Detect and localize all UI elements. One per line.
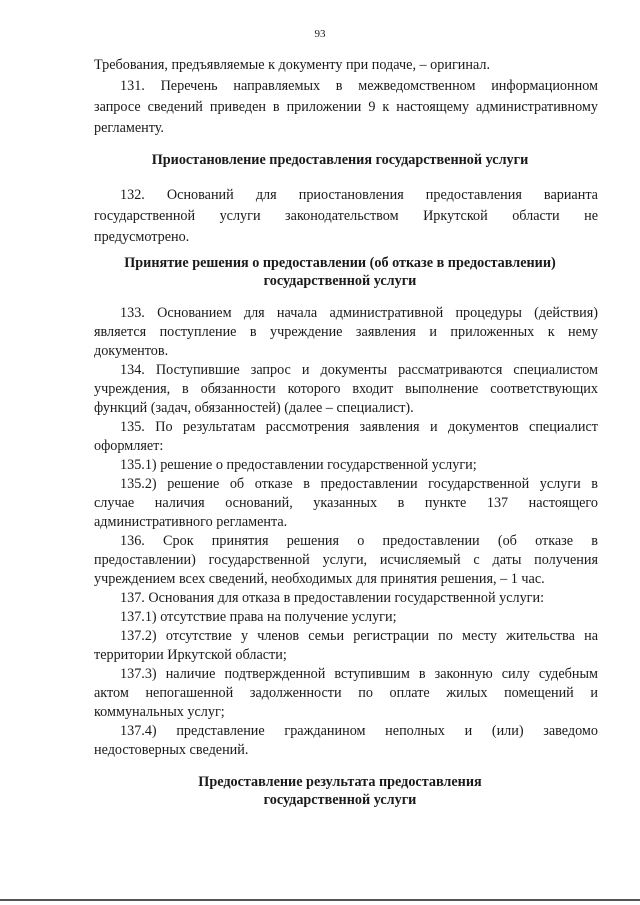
paragraph-line: Требования, предъявляемые к документу при подаче, – оригинал.: [94, 57, 491, 73]
page-number: 93: [314, 28, 326, 40]
paragraph-line: административного регламента.: [94, 514, 288, 530]
paragraph-line: 131. Перечень направляемых в межведомственном информационном: [120, 78, 598, 94]
paragraph-line: 137.2) отсутствие у членов семьи регистрации по месту жительства на: [120, 628, 598, 644]
paragraph-line: 137.4) представление гражданином неполных и (или) заведомо: [120, 723, 598, 739]
paragraph-line: предоставлении) государственной услуги, исчисляемый с даты получения: [94, 552, 598, 568]
paragraph-line: 132. Оснований для приостановления предоставления варианта: [120, 187, 598, 203]
paragraph-line: 137.1) отсутствие права на получение услуги;: [120, 609, 397, 625]
paragraph-line: 135. По результатам рассмотрения заявления и документов специалист: [120, 419, 598, 435]
paragraph-line: территории Иркутской области;: [94, 647, 287, 663]
paragraph-line: 136. Срок принятия решения о предоставлении (об отказе в: [120, 533, 598, 549]
paragraph-line: предусмотрено.: [94, 229, 190, 245]
paragraph-line: учреждением всех сведений, необходимых для принятия решения, – 1 час.: [94, 571, 545, 587]
paragraph-line: государственной услуги законодательством Иркутской области не: [94, 208, 598, 224]
page-edge-divider: [0, 899, 640, 901]
section-heading: Принятие решения о предоставлении (об отказе в предоставлении): [124, 255, 556, 271]
paragraph-line: 135.2) решение об отказе в предоставлении государственной услуги в: [120, 476, 598, 492]
section-heading: государственной услуги: [263, 273, 417, 289]
paragraph-line: 133. Основанием для начала административной процедуры (действия): [120, 305, 598, 321]
paragraph-line: коммунальных услуг;: [94, 704, 225, 720]
paragraph-line: функций (задач, обязанностей) (далее – специалист).: [94, 400, 414, 416]
paragraph-line: регламенту.: [94, 120, 164, 136]
paragraph-line: актом непогашенной задолженности по оплате жилых помещений и: [94, 685, 598, 701]
paragraph-line: запросе сведений приведен в приложении 9 к настоящему административному: [94, 99, 598, 115]
paragraph-line: является поступление в учреждение заявления и приложенных к нему: [94, 324, 598, 340]
paragraph-line: оформляет:: [94, 438, 164, 454]
paragraph-line: недостоверных сведений.: [94, 742, 249, 758]
section-heading: Предоставление результата предоставления: [198, 774, 482, 790]
section-heading: Приостановление предоставления государственной услуги: [151, 152, 529, 168]
paragraph-line: документов.: [94, 343, 169, 359]
paragraph-line: 137.3) наличие подтвержденной вступившим в законную силу судебным: [120, 666, 598, 682]
paragraph-line: учреждения, в обязанности которого входит выполнение соответствующих: [94, 381, 598, 397]
section-heading: государственной услуги: [263, 792, 417, 808]
paragraph-line: 137. Основания для отказа в предоставлении государственной услуги:: [120, 590, 545, 606]
paragraph-line: 135.1) решение о предоставлении государственной услуги;: [120, 457, 477, 473]
paragraph-line: случае наличия оснований, указанных в пункте 137 настоящего: [94, 495, 598, 511]
paragraph-line: 134. Поступившие запрос и документы рассматриваются специалистом: [120, 362, 598, 378]
